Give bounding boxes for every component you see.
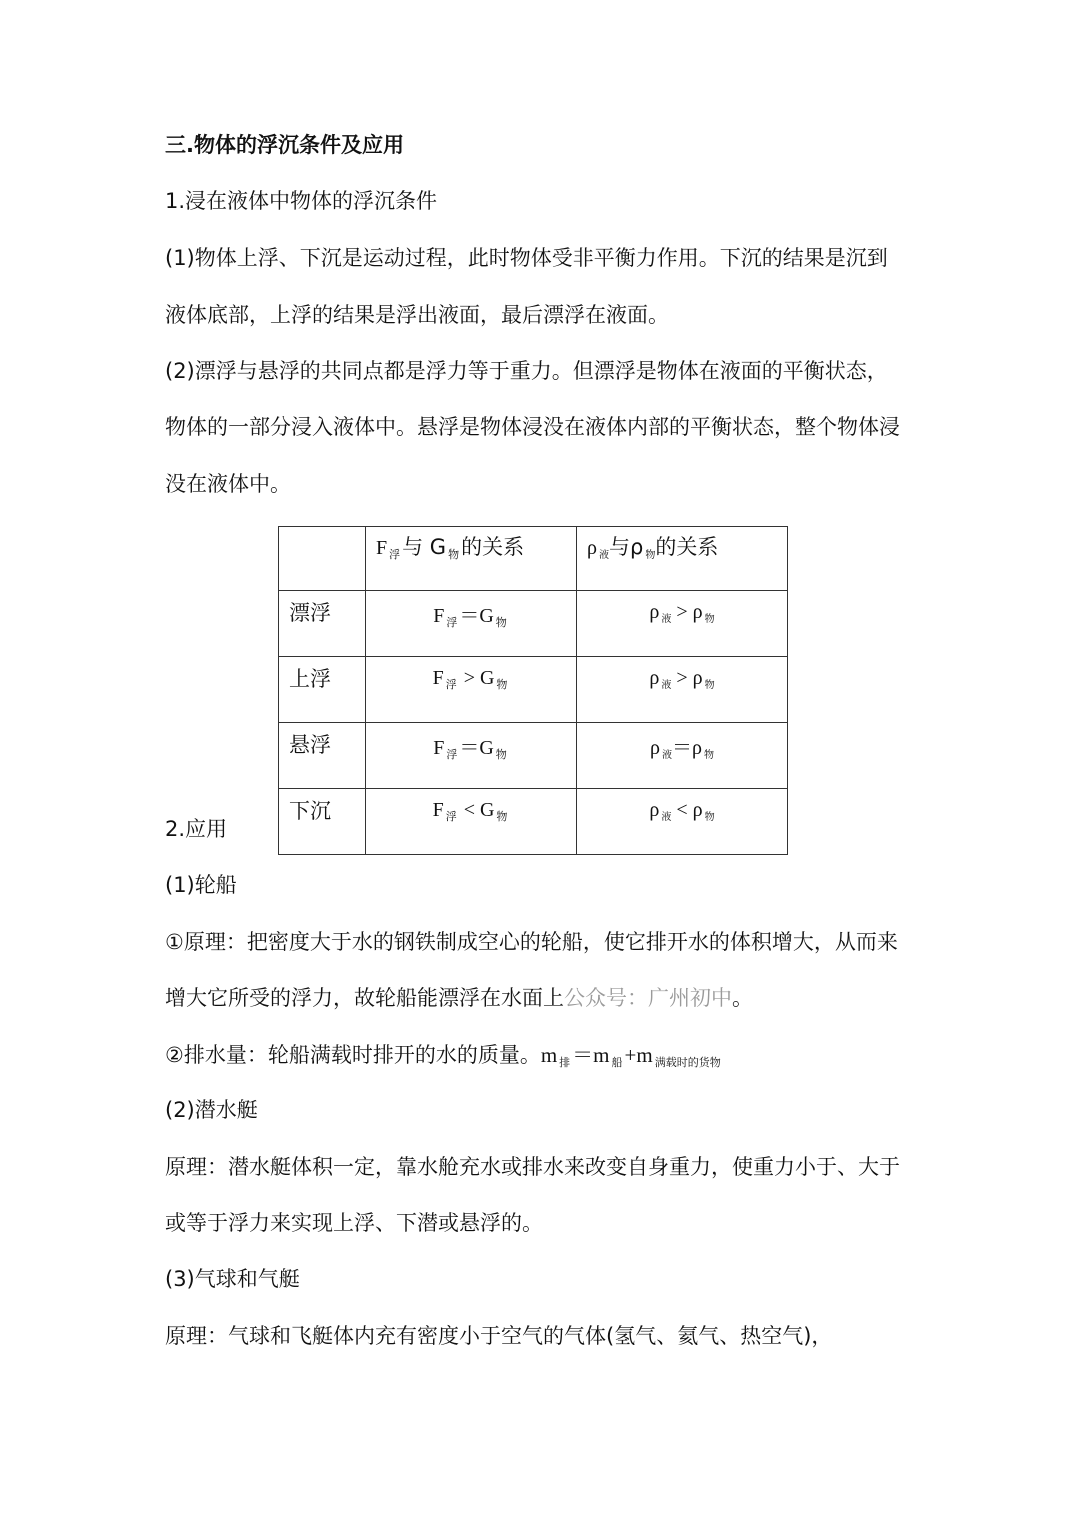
- subsection-1-title: 1.浸在液体中物体的浮沉条件: [165, 189, 438, 213]
- ship-displacement-line: ②排水量：轮船满载时排开的水的质量。m $_排$＝m $_船$+m $_{满载时的货物}$: [165, 1043, 721, 1069]
- section-title: 三.物体的浮沉条件及应用: [165, 133, 404, 157]
- watermark-text: 公众号：广州初中: [564, 986, 732, 1010]
- table-cell-force-relation: F $_浮$ ＝G $_物$: [366, 591, 577, 657]
- table-cell-density-relation: ρ 液 < ρ 物: [577, 789, 788, 855]
- table-row: [279, 591, 788, 657]
- table-cell-density-relation: ρ 液＝ρ 物: [577, 723, 788, 789]
- paragraph-1-line-2: 液体底部，上浮的结果是浮出液面，最后漂浮在液面。: [165, 303, 669, 327]
- table-header-force-relation: F $_浮$与 G $_物$的关系: [366, 527, 577, 591]
- table-cell-force-relation: F $_浮$ > G $_物$: [366, 657, 577, 723]
- ship-principle-line-1: ①原理：把密度大于水的钢铁制成空心的轮船，使它排开水的体积增大，从而来: [165, 930, 898, 954]
- balloon-title: (3)气球和气艇: [165, 1267, 300, 1291]
- table-cell-state: 上浮: [279, 657, 366, 723]
- subsection-2-title: 2.应用: [165, 817, 228, 841]
- table-row: [279, 789, 788, 855]
- paragraph-2-line-2: 物体的一部分浸入液体中。悬浮是物体浸没在液体内部的平衡状态，整个物体浸: [165, 415, 900, 439]
- paragraph-2-line-1: (2)漂浮与悬浮的共同点都是浮力等于重力。但漂浮是物体在液面的平衡状态，: [165, 359, 888, 383]
- paragraph-1-line-1: (1)物体上浮、下沉是运动过程，此时物体受非平衡力作用。下沉的结果是沉到: [165, 246, 888, 270]
- submarine-principle-line-1: 原理：潜水艇体积一定，靠水舱充水或排水来改变自身重力，使重力小于、大于: [165, 1155, 900, 1179]
- ship-title: (1)轮船: [165, 873, 237, 897]
- submarine-principle-line-2: 或等于浮力来实现上浮、下潜或悬浮的。: [165, 1211, 543, 1235]
- table-row: [279, 723, 788, 789]
- table-header-row: [279, 527, 788, 591]
- table-cell-state: 悬浮: [279, 723, 366, 789]
- table-cell-force-relation: F $_浮$ ＝G $_物$: [366, 723, 577, 789]
- displacement-formula: m $_排$＝m $_船$+m $_{满载时的货物}$: [540, 1043, 721, 1069]
- balloon-principle-line-1: 原理：气球和飞艇体内充有密度小于空气的气体(氢气、氦气、热空气)，: [165, 1324, 833, 1348]
- table-cell-density-relation: ρ 液 > ρ 物: [577, 657, 788, 723]
- table-header-empty-cell: [279, 527, 366, 591]
- buoyancy-conditions-table: [278, 526, 788, 855]
- table-cell-force-relation: F $_浮$ < G $_物$: [366, 789, 577, 855]
- table-header-density-relation: ρ 液与ρ 物的关系: [577, 527, 788, 591]
- table-row: [279, 657, 788, 723]
- table-cell-state: 下沉: [279, 789, 366, 855]
- submarine-title: (2)潜水艇: [165, 1098, 258, 1122]
- table-cell-density-relation: ρ 液 > ρ 物: [577, 591, 788, 657]
- ship-principle-line-2: 增大它所受的浮力，故轮船能漂浮在水面上公众号：广州初中。: [165, 986, 753, 1010]
- paragraph-2-line-3: 没在液体中。: [165, 472, 291, 496]
- table-cell-state: 漂浮: [279, 591, 366, 657]
